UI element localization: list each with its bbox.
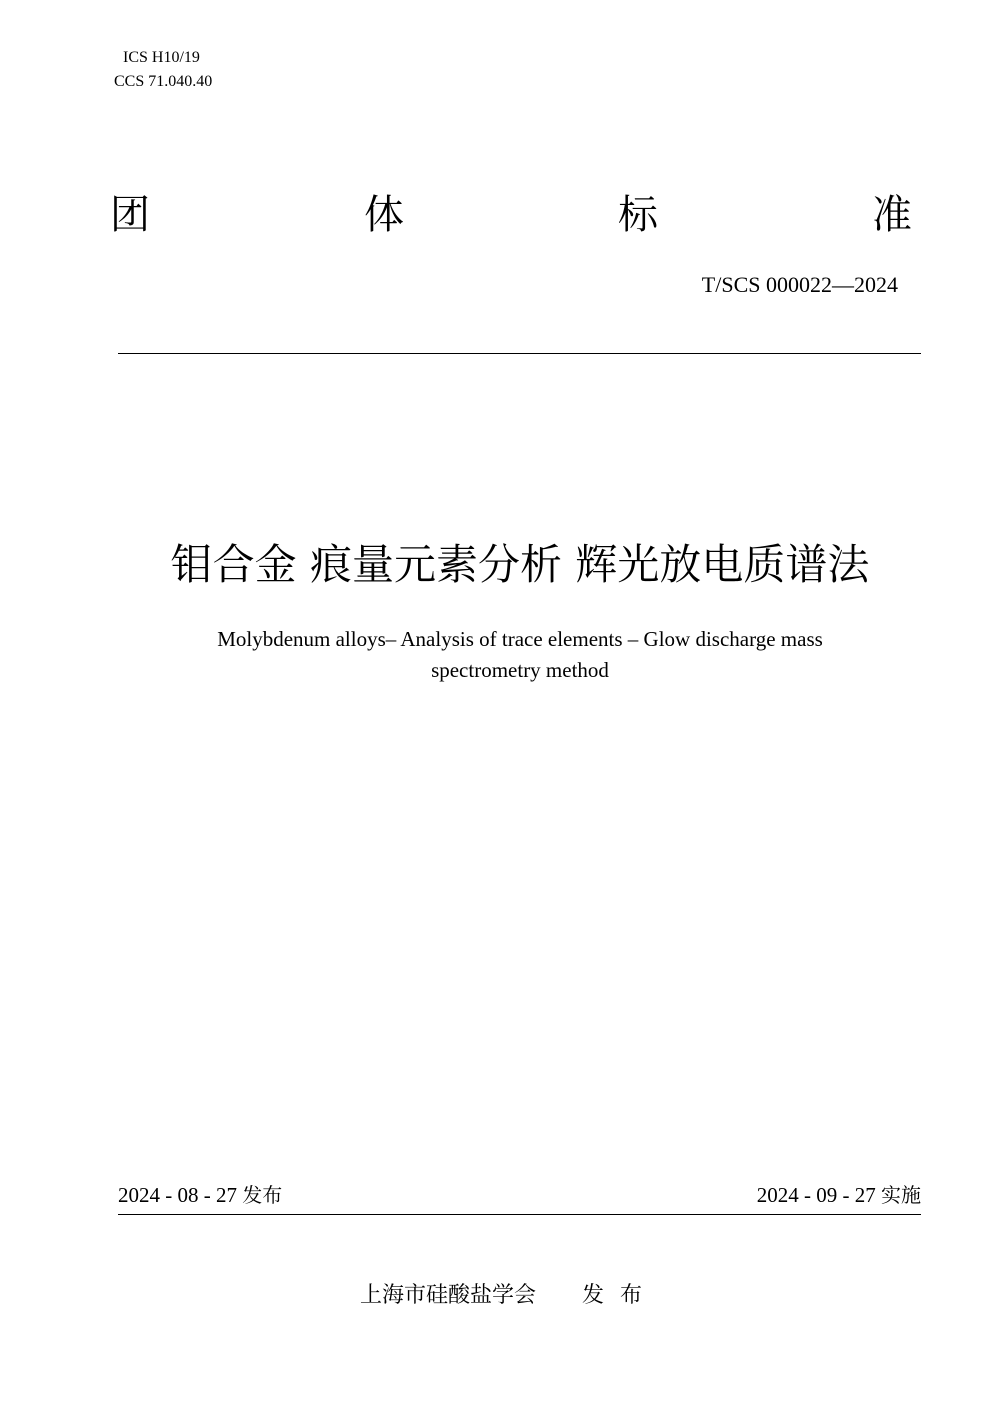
standard-type-heading <box>110 190 912 240</box>
publish-date-label: 发布 <box>242 1183 283 1207</box>
standard-number: T/SCS 000022—2024 <box>701 272 898 297</box>
footer-divider <box>118 1214 921 1215</box>
implement-date-value: 2024 - 09 - 27 <box>756 1183 876 1207</box>
implement-date-label: 实施 <box>881 1183 921 1207</box>
standard-type-char: 标 <box>618 192 658 238</box>
standard-type-char: 体 <box>364 192 404 238</box>
standard-type-char: 准 <box>872 192 912 238</box>
classification-codes <box>114 46 212 94</box>
title-english <box>140 624 900 686</box>
implement-date <box>757 1180 921 1210</box>
publisher-name: 上海市硅酸盐学会 <box>360 1283 537 1308</box>
publisher-label: 发布 <box>582 1283 659 1308</box>
title-english-line: Molybdenum alloys– Analysis of trace elements – Glow discharge mass <box>217 627 823 651</box>
ccs-code: CCS 71.040.40 <box>114 73 213 90</box>
standard-type-char: 团 <box>110 192 150 238</box>
publisher-line <box>360 1280 658 1312</box>
ics-code: ICS H10/19 <box>123 49 200 66</box>
publish-date <box>118 1180 282 1210</box>
publish-date-value: 2024 - 08 - 27 <box>118 1183 237 1207</box>
title-chinese: 钼合金 痕量元素分析 辉光放电质谱法 <box>170 540 870 589</box>
header-divider <box>118 353 921 354</box>
title-english-line: spectrometry method <box>431 658 609 682</box>
date-row <box>118 1180 921 1210</box>
